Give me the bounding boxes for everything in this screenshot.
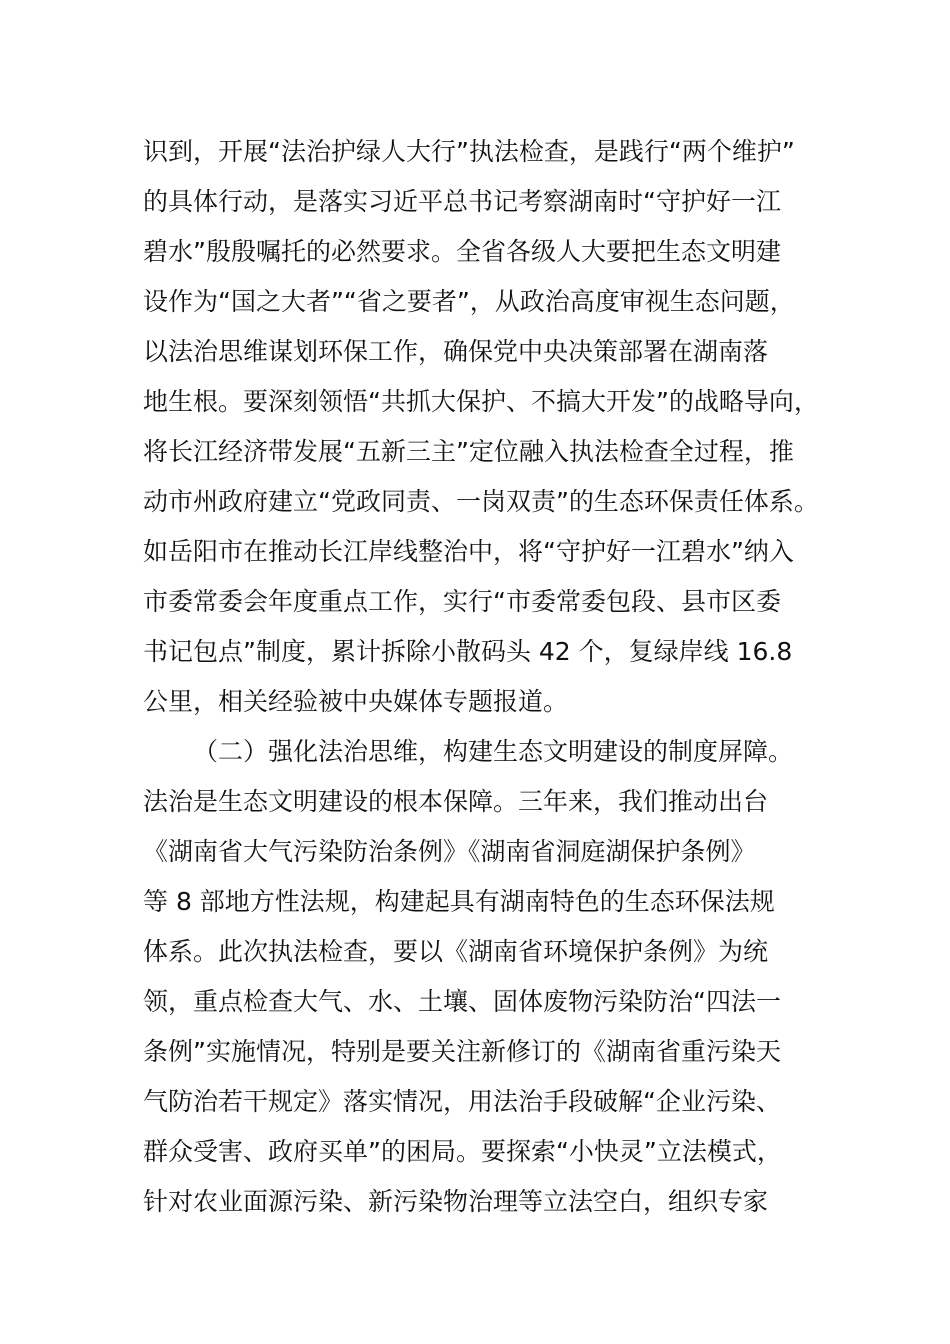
text-line: 《湖南省大气污染防治条例》《湖南省洞庭湖保护条例》 xyxy=(143,837,756,866)
text-line: 动市州政府建立“党政同责、一岗双责”的生态环保责任体系。 xyxy=(143,487,819,516)
text-line: 法治是生态文明建设的根本保障。三年来，我们推动出台 xyxy=(143,787,769,816)
text-line: 的具体行动，是落实习近平总书记考察湖南时“守护好一江 xyxy=(143,187,781,216)
body-text xyxy=(143,127,823,1227)
text-line: 体系。此次执法检查，要以《湖南省环境保护条例》为统 xyxy=(143,937,769,966)
text-line: 将长江经济带发展“五新三主”定位融入执法检查全过程，推 xyxy=(143,437,794,466)
text-line: 书记包点”制度，累计拆除小散码头 42 个，复绿岸线 16.8 xyxy=(143,637,793,666)
text-line: 针对农业面源污染、新污染物治理等立法空白，组织专家 xyxy=(143,1187,769,1216)
text-line: 以法治思维谋划环保工作，确保党中央决策部署在湖南落 xyxy=(143,337,769,366)
text-line: 气防治若干规定》落实情况，用法治手段破解“企业污染、 xyxy=(143,1087,781,1116)
text-line: 市委常委会年度重点工作，实行“市委常委包段、县市区委 xyxy=(143,587,781,616)
text-line: 碧水”殷殷嘱托的必然要求。全省各级人大要把生态文明建 xyxy=(143,237,781,266)
text-line: 条例”实施情况，特别是要关注新修订的《湖南省重污染天 xyxy=(143,1037,781,1066)
text-line: 识到，开展“法治护绿人大行”执法检查，是践行“两个维护” xyxy=(143,137,795,166)
text-line: 如岳阳市在推动长江岸线整治中，将“守护好一江碧水”纳入 xyxy=(143,537,794,566)
text-line: 领，重点检查大气、水、土壤、固体废物污染防治“四法一 xyxy=(143,987,781,1016)
text-line: 设作为“国之大者”“省之要者”，从政治高度审视生态问题， xyxy=(143,287,795,316)
text-line: 等 8 部地方性法规，构建起具有湖南特色的生态环保法规 xyxy=(143,887,775,916)
text-line: 公里，相关经验被中央媒体专题报道。 xyxy=(143,687,569,716)
text-line: 地生根。要深刻领悟“共抓大保护、不搞大开发”的战略导向， xyxy=(143,387,819,416)
section-heading: （二）强化法治思维，构建生态文明建设的制度屏障。 xyxy=(193,737,794,766)
text-line: 群众受害、政府买单”的困局。要探索“小快灵”立法模式， xyxy=(143,1137,782,1166)
